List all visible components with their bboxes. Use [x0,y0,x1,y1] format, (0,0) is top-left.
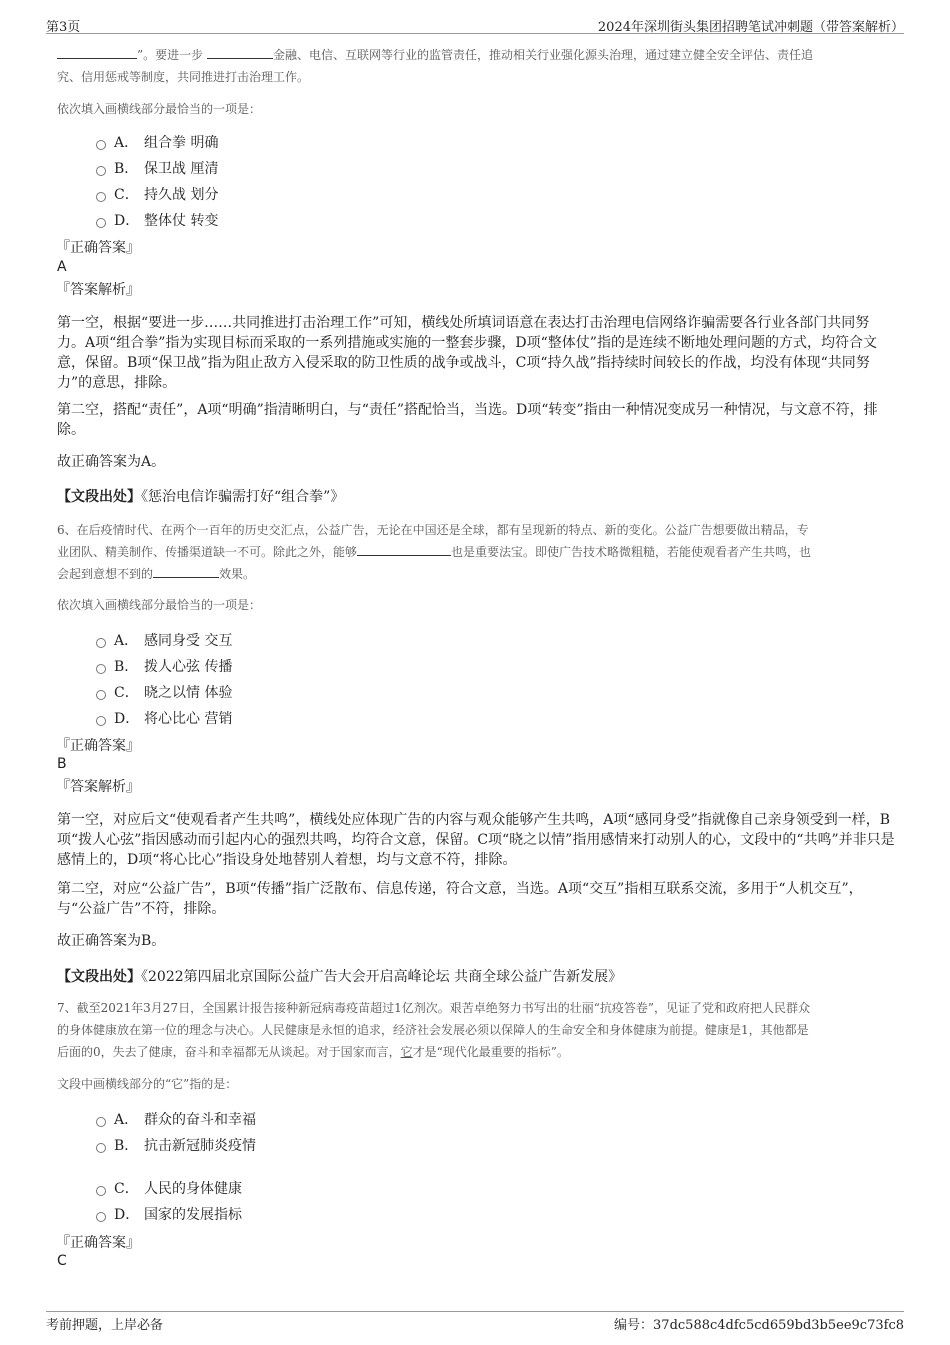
radio-icon[interactable] [96,1212,106,1222]
radio-icon[interactable] [96,1117,106,1127]
footer-divider [46,1311,904,1312]
q7-answer: C [57,1253,67,1269]
q5-conclusion: 故正确答案为A。 [57,454,166,470]
q6-source: 【文段出处】《2022第四届北京国际公益广告大会开启高峰论坛 共商全球公益广告新发展》 [57,969,623,985]
q5-analysis-p2: 第二空，搭配“责任”，A项“明确”指清晰明白，与“责任”搭配恰当，当选。D项“转变”指由一种情况变成另一种情况，与文意不符，排除。 [57,402,878,438]
q6-blank-1 [357,541,451,556]
q7-option-a[interactable]: A． 群众的奋斗和幸福 [96,1109,256,1131]
q5-option-b[interactable]: B． 保卫战 厘清 [96,158,218,180]
radio-icon[interactable] [96,192,106,202]
radio-icon[interactable] [96,716,106,726]
q7-option-b[interactable]: B． 抗击新冠肺炎疫情 [96,1135,256,1157]
q6-answer-label: 『正确答案』 [56,738,140,754]
document-title: 2024年深圳街头集团招聘笔试冲刺题（带答案解析） [597,20,904,35]
q5-analysis-p1: 第一空，根据“要进一步……共同推进打击治理工作”可知，横线处所填词语意在表达打击治理电信网络诈骗需要各行业各部门共同努力。A项“组合拳”指为实现目标而采取的一系列措施或实施的一整套步骤，D项“整体仗”指的是连续不断地处理问题的方式，均符合文意，保留。B项“保卫战”指为阻止敌方入侵采取的防卫性质的战争或战斗，C项“持久战”指持续时间较长的作战，均没有体现“共同努力”的意思，排除。 [57,315,877,391]
radio-icon[interactable] [96,1143,106,1153]
q6-option-d[interactable]: D． 将心比心 营销 [96,708,232,730]
document-id: 编号：37dc588c4dfc5cd659bd3b5ee9c73fc8 [614,1318,904,1333]
q6-blank-2 [153,563,219,578]
q5-stem: ”。要进一步 金融、电信、互联网等行业的监管责任，推动相关行业强化源头治理，通过建立健全安全评估、责任追 究、信用惩戒等制度，共同推进打击治理工作。 [57,44,897,88]
q6-analysis-p1: 第一空，对应后文“使观看者产生共鸣”，横线处应体现广告的内容与观众能够产生共鸣，A项“感同身受”指就像自己亲身领受到一样，B项“拨人心弦”指因感动而引起内心的强烈共鸣，均符合文意，保留。C项“晓之以情”指用感情来打动别人的心，文段中的“共鸣”并非只是感情上的，D项“将心比心”指设身处地替别人着想，均与文意不符，排除。 [57,812,895,868]
q6-analysis-p2: 第二空，对应“公益广告”，B项“传播”指广泛散布、信息传递，符合文意，当选。A项“交互”指相互联系交流，多用于“人机交互”，与“公益广告”不符，排除。 [57,881,863,917]
radio-icon[interactable] [96,664,106,674]
q6-option-b[interactable]: B． 拨人心弦 传播 [96,656,232,678]
q7-option-d[interactable]: D． 国家的发展指标 [96,1204,242,1226]
radio-icon[interactable] [96,140,106,150]
radio-icon[interactable] [96,690,106,700]
q7-prompt: 文段中画横线部分的“它”指的是： [57,1077,238,1091]
radio-icon[interactable] [96,218,106,228]
q5-prompt: 依次填入画横线部分最恰当的一项是： [57,102,262,116]
radio-icon[interactable] [96,166,106,176]
q5-blank-2 [207,44,273,59]
header-divider [46,33,904,34]
q7-option-c[interactable]: C． 人民的身体健康 [96,1178,242,1200]
q7-stem: 7、截至2021年3月27日，全国累计报告接种新冠病毒疫苗超过1亿剂次。艰苦卓绝努力书写出的壮丽“抗疫答卷”，见证了党和政府把人民群众 的身体健康放在第一位的理念与决心。人民健康是永恒的追求，经济社会发展必须以保障人的生命安全和身体健康为前提。健康是1，其他都是 后面的0，失去了健康，奋斗和幸福都无从谈起。对于国家而言，它才是“现代化最重要的指标”。 [57,1001,810,1059]
q5-source: 【文段出处】《惩治电信诈骗需打好“组合拳”》 [57,489,345,505]
q5-option-a[interactable]: A． 组合拳 明确 [96,132,218,154]
q5-option-d[interactable]: D． 整体仗 转变 [96,210,218,232]
q5-answer-label: 『正确答案』 [56,240,140,256]
page-number: 第3页 [46,20,81,35]
q6-analysis-label: 『答案解析』 [56,779,140,795]
q5-option-c[interactable]: C． 持久战 划分 [96,184,218,206]
q6-stem: 6、在后疫情时代、在两个一百年的历史交汇点，公益广告，无论在中国还是全球，都有呈现新的特点、新的变化。公益广告想要做出精品，专 业团队、精美制作、传播渠道缺一不可。除此之外，能够 也是重要法宝。即使广告技术略微粗糙，若能使观看者产生共鸣，也 会起到意想不到的 效果。 [57,523,812,581]
radio-icon[interactable] [96,1186,106,1196]
radio-icon[interactable] [96,638,106,648]
q5-answer: A [57,259,67,275]
q6-option-c[interactable]: C． 晓之以情 体验 [96,682,232,704]
page-header [46,14,904,34]
footer-slogan: 考前押题，上岸必备 [46,1318,164,1333]
q5-blank-1 [57,44,137,59]
q6-answer: B [57,756,67,772]
q6-option-a[interactable]: A． 感同身受 交互 [96,630,232,652]
q7-underlined-word: 它 [400,1045,413,1059]
q7-answer-label: 『正确答案』 [56,1235,140,1251]
q6-prompt: 依次填入画横线部分最恰当的一项是： [57,598,262,612]
q5-analysis-label: 『答案解析』 [56,282,140,298]
q6-conclusion: 故正确答案为B。 [57,933,166,949]
